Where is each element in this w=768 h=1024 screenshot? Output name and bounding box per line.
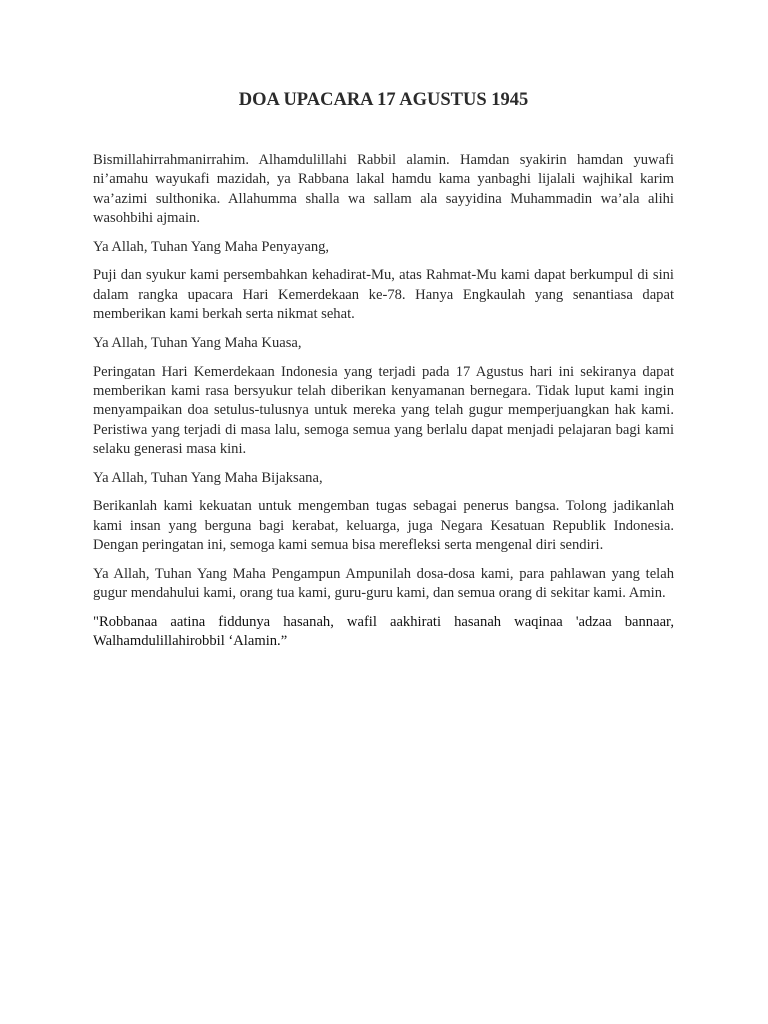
- paragraph-strength-request: Berikanlah kami kekuatan untuk mengemban tugas sebagai penerus bangsa. Tolong jadikanlah kami insan yang berguna bagi kerabat, keluarga, juga Negara Kesatuan Republik Indonesia. Dengan peringatan ini, semoga kami semua bisa merefleksi serta mengenal diri sendiri.: [93, 498, 674, 554]
- paragraph-invocation-bijaksana: Ya Allah, Tuhan Yang Maha Bijaksana,: [93, 469, 323, 486]
- paragraph-forgiveness: Ya Allah, Tuhan Yang Maha Pengampun Ampunilah dosa-dosa kami, para pahlawan yang telah gugur mendahului kami, orang tua kami, guru-guru kami, dan semua orang di sekitar kami. Amin.: [93, 565, 674, 602]
- paragraph-remembrance: Peringatan Hari Kemerdekaan Indonesia yang terjadi pada 17 Agustus hari ini sekiranya dapat memberikan kami rasa bersyukur telah diberikan kenyamanan bernegara. Tidak luput kami ingin menyampaikan doa setulus-tulusnya untuk mereka yang telah gugur memperjuangkan hak kami. Peristiwa yang terjadi di masa lalu, semoga semua yang berlalu dapat menjadi pelajaran bagi kami selaku generasi masa kini.: [93, 363, 674, 457]
- paragraph-invocation-kuasa: Ya Allah, Tuhan Yang Maha Kuasa,: [93, 334, 302, 351]
- paragraph-invocation-penyayang: Ya Allah, Tuhan Yang Maha Penyayang,: [93, 238, 330, 255]
- paragraph-closing-prayer: "Robbanaa aatina fiddunya hasanah, wafil aakhirati hasanah waqinaa 'adzaa bannaar, Walhamdulillahirobbil ‘Alamin.”: [93, 613, 674, 650]
- paragraph-opening-prayer: Bismillahirrahmanirrahim. Alhamdulillahi Rabbil alamin. Hamdan syakirin hamdan yuwafi ni’amahu wayukafi mazidah, ya Rabbana lakal hamdu kama yanbaghi lijalali wajhikal karim wa’azimi sulthonika. Allahumma shalla wa sallam ala sayyidina Muhammadin wa’ala alihi wasohbihi ajmain.: [93, 152, 674, 226]
- paragraph-gratitude: Puji dan syukur kami persembahkan kehadirat-Mu, atas Rahmat-Mu kami dapat berkumpul di sini dalam rangka upacara Hari Kemerdekaan ke-78. Hanya Engkaulah yang senantiasa dapat memberikan kami berkah serta nikmat sehat.: [93, 267, 674, 323]
- document-body: [93, 151, 674, 661]
- document-title: DOA UPACARA 17 AGUSTUS 1945: [238, 90, 529, 110]
